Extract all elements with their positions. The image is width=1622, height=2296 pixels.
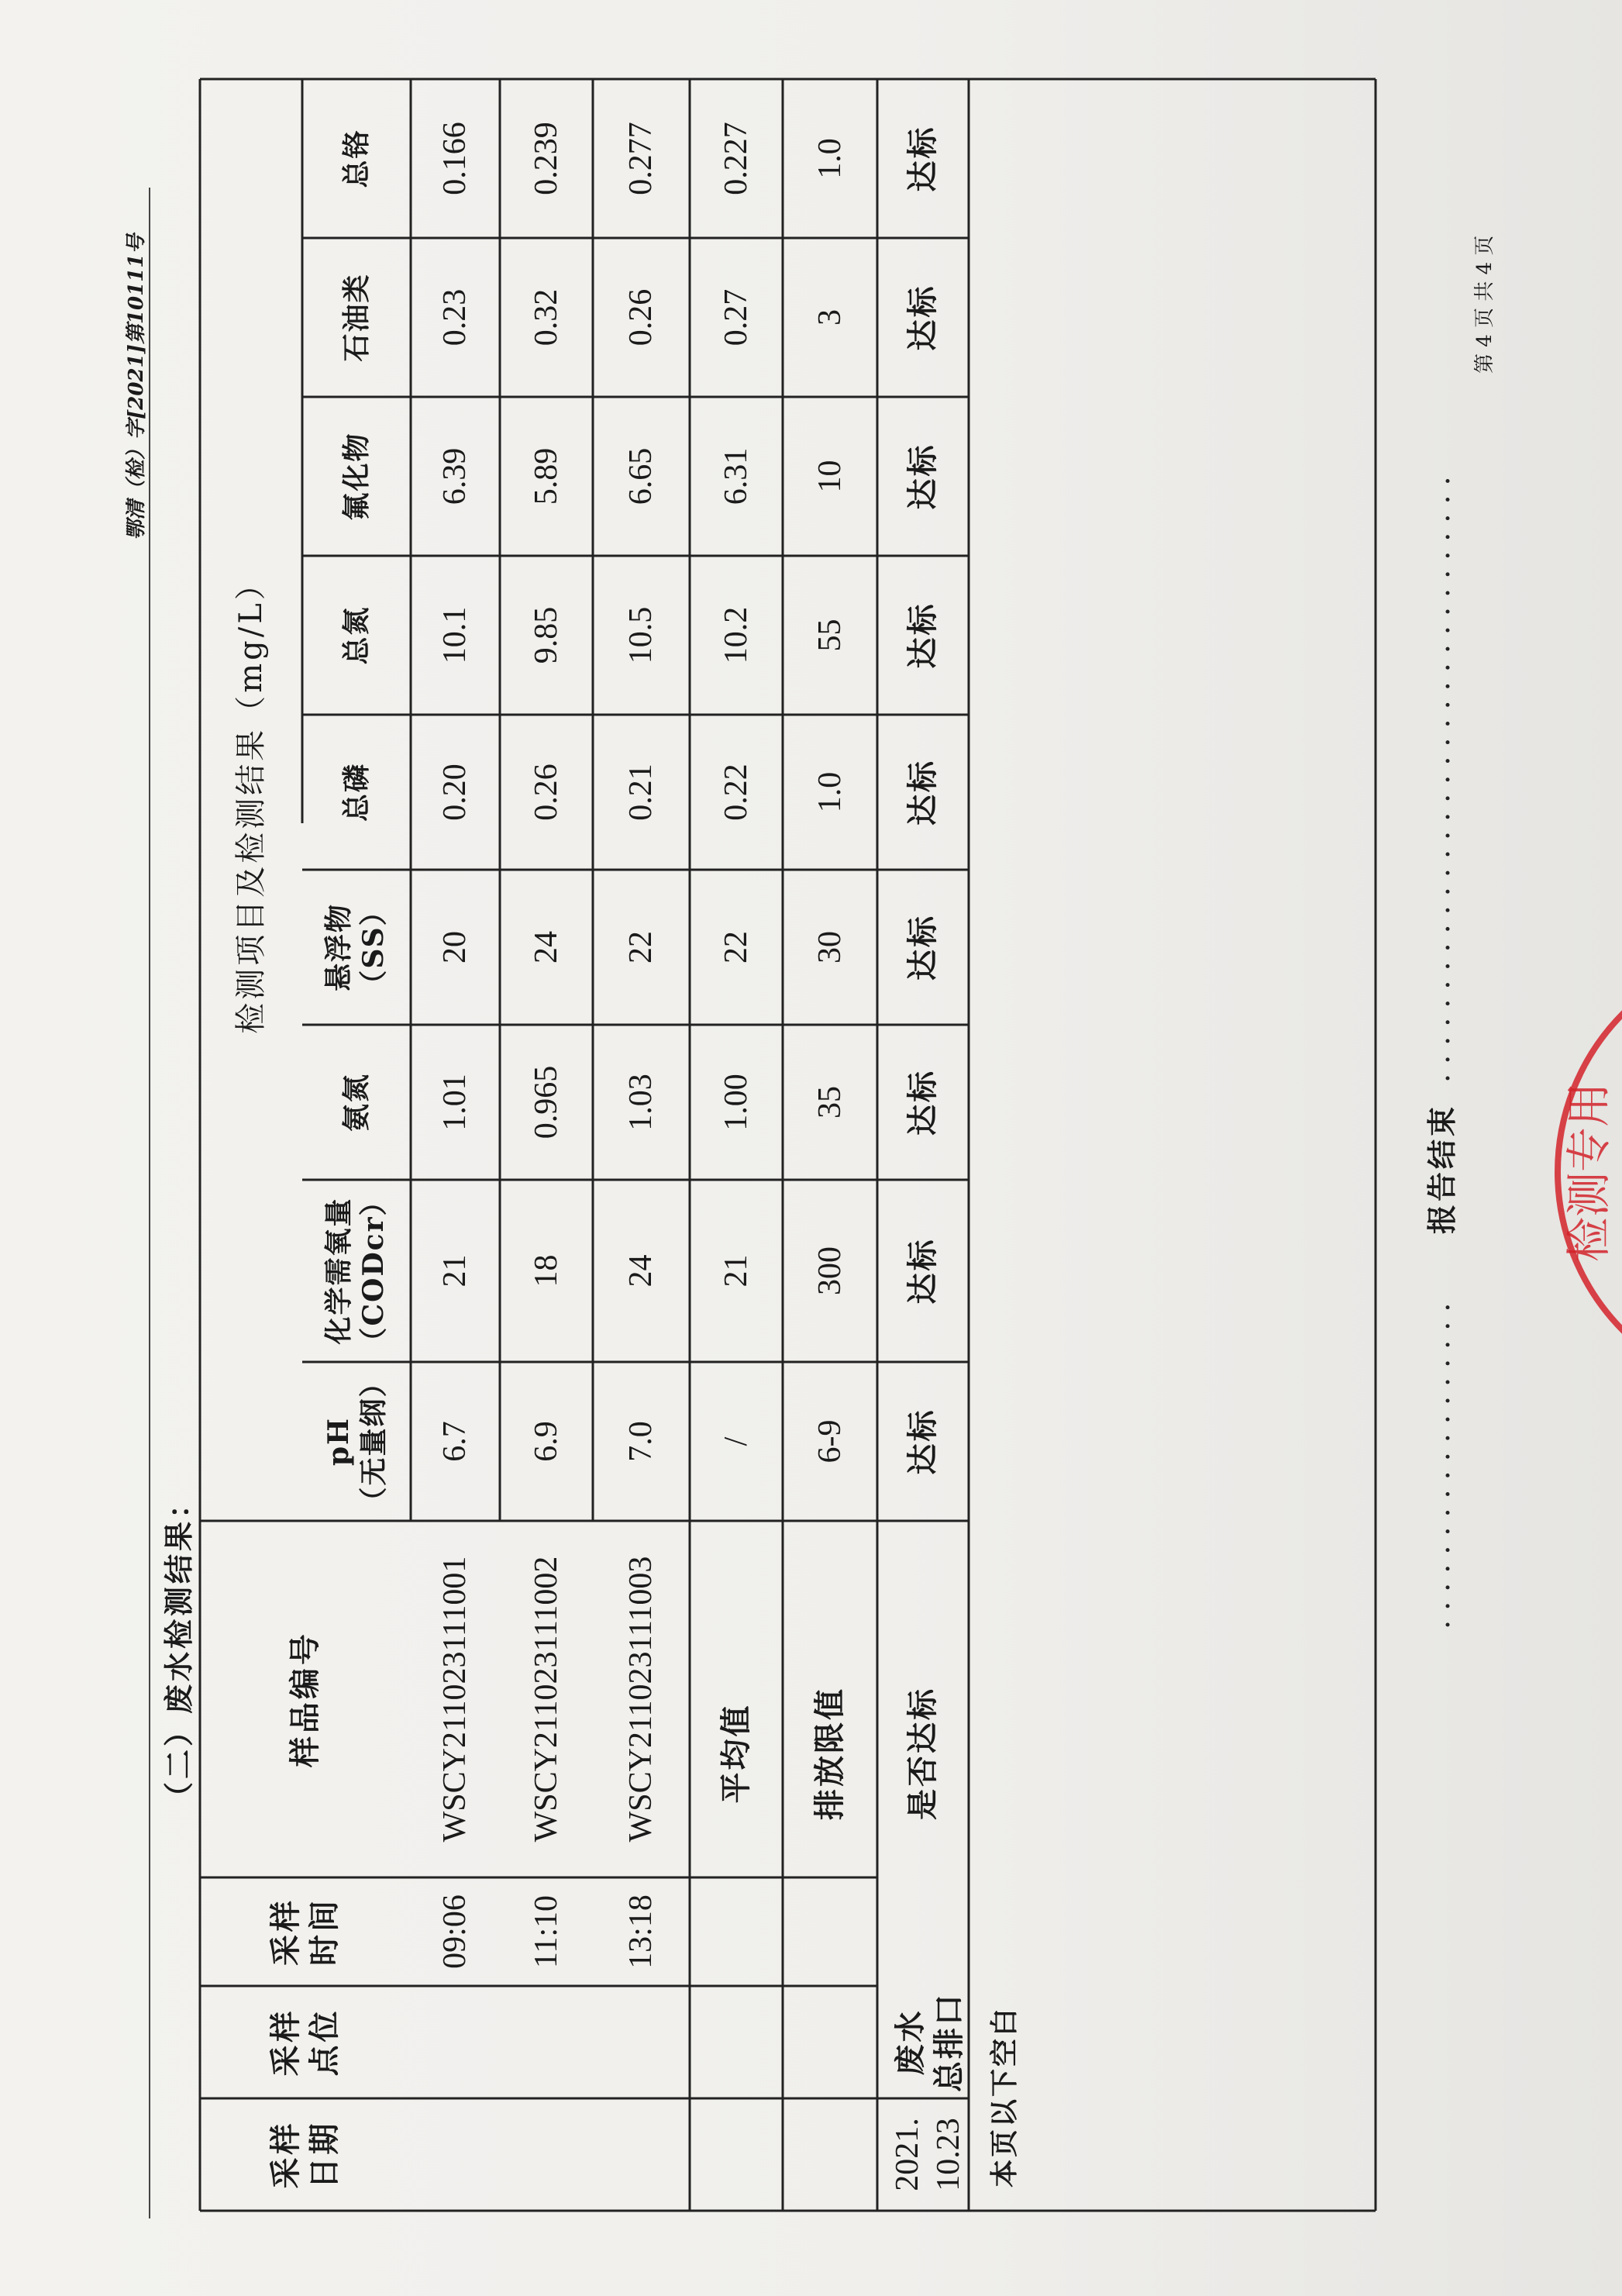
table-cell: 22 (623, 931, 659, 964)
header-time: 采样 时间 (267, 1898, 343, 1966)
table-cell: 0.26 (528, 764, 564, 821)
header-location: 采样 点位 (267, 2008, 343, 2077)
compliance-cell: 达标 (904, 443, 941, 510)
param-header: pH （无量纲） (322, 1367, 390, 1515)
sample-date: 2021. 10.23 (890, 2118, 966, 2191)
param-header: 总磷 (339, 763, 373, 822)
limit-label: 排放限值 (811, 1687, 848, 1820)
average-cell: 1.00 (718, 1074, 754, 1131)
header-date: 采样 日期 (267, 2120, 343, 2189)
limit-cell: 10 (811, 460, 848, 493)
end-dots-right: ................................. (1422, 467, 1456, 1083)
table-cell: 0.166 (437, 122, 474, 195)
section-title: （二）废水检测结果： (161, 1485, 196, 1812)
param-header: 化学需氧量 （CODcr） (322, 1186, 390, 1356)
end-marker: 报告结束 (1424, 1103, 1459, 1234)
table-cell: 21 (437, 1254, 474, 1288)
table-cell: 0.20 (437, 764, 474, 821)
table-cell: 24 (528, 931, 564, 964)
table-cell: 9.85 (528, 606, 564, 664)
table-cell: 6.39 (437, 447, 474, 505)
compliance-label: 是否达标 (904, 1687, 941, 1820)
average-cell: 6.31 (718, 447, 754, 505)
header-sample-id: 样品编号 (287, 1631, 323, 1767)
page-info: 第 4 页 共 4 页 (1473, 235, 1496, 374)
param-header: 氨氮 (339, 1073, 373, 1132)
sample-id: WSCY211023111001 (437, 1556, 474, 1843)
limit-cell: 35 (811, 1086, 848, 1119)
table-cell: 6.65 (623, 447, 659, 505)
table-cell: 0.32 (528, 288, 564, 346)
table-cell: 5.89 (528, 447, 564, 505)
compliance-cell: 达标 (904, 1069, 941, 1136)
svg-text:检测专用: 检测专用 (1562, 1081, 1615, 1263)
compliance-cell: 达标 (904, 914, 941, 981)
table-cell: 0.965 (528, 1065, 564, 1139)
table-cell: 0.277 (623, 122, 659, 195)
compliance-cell: 达标 (904, 125, 941, 192)
compliance-cell: 达标 (904, 1408, 941, 1475)
table-cell: 0.23 (437, 288, 474, 346)
param-header: 总铬 (339, 129, 373, 188)
sample-id: WSCY211023111003 (623, 1556, 659, 1843)
table-cell: 0.21 (623, 764, 659, 821)
average-cell: 0.27 (718, 288, 754, 346)
compliance-cell: 达标 (904, 602, 941, 669)
sample-id: WSCY211023111002 (528, 1556, 564, 1843)
average-cell: 0.22 (718, 764, 754, 821)
limit-cell: 55 (811, 619, 848, 652)
average-cell: 0.227 (718, 122, 754, 195)
compliance-cell: 达标 (904, 759, 941, 826)
table-cell: 10.5 (623, 606, 659, 664)
table-cell: 20 (437, 931, 474, 964)
table-cell: 0.26 (623, 288, 659, 346)
table-cell: 7.0 (623, 1421, 659, 1462)
table-cell: 6.7 (437, 1421, 474, 1462)
limit-cell: 300 (811, 1246, 848, 1295)
param-header: 氟化物 (339, 432, 373, 521)
average-cell: 22 (718, 931, 754, 964)
sample-time: 13:18 (623, 1894, 659, 1969)
limit-cell: 3 (811, 309, 848, 326)
compliance-cell: 达标 (904, 284, 941, 351)
sample-time: 09:06 (437, 1894, 474, 1969)
end-dots-left: .................. (1422, 1293, 1456, 1629)
table-cell: 18 (528, 1254, 564, 1288)
header-group: 检测项目及检测结果（mg/L） (233, 566, 269, 1034)
param-header: 石油类 (339, 273, 373, 362)
limit-cell: 30 (811, 931, 848, 964)
table-cell: 6.9 (528, 1421, 564, 1462)
table-cell: 10.1 (437, 606, 474, 664)
table-cell: 1.03 (623, 1074, 659, 1131)
average-cell: / (718, 1436, 754, 1446)
sample-location: 废水 总排口 (892, 1992, 967, 2092)
average-label: 平均值 (718, 1703, 754, 1804)
report-number: 鄂清（检）字[2021]第10111号 (125, 233, 148, 540)
sample-time: 11:10 (528, 1894, 564, 1969)
compliance-cell: 达标 (904, 1237, 941, 1305)
blank-note: 本页以下空白 (988, 2005, 1021, 2187)
limit-cell: 1.0 (811, 771, 848, 813)
red-seal-stamp (1519, 939, 1622, 1405)
average-cell: 21 (718, 1254, 754, 1288)
average-cell: 10.2 (718, 606, 754, 664)
limit-cell: 6-9 (811, 1419, 848, 1463)
table-cell: 24 (623, 1254, 659, 1288)
table-cell: 1.01 (437, 1074, 474, 1131)
param-header: 总氮 (339, 605, 373, 665)
param-header: 悬浮物 （SS） (322, 896, 390, 998)
table-cell: 0.239 (528, 122, 564, 195)
limit-cell: 1.0 (811, 138, 848, 179)
